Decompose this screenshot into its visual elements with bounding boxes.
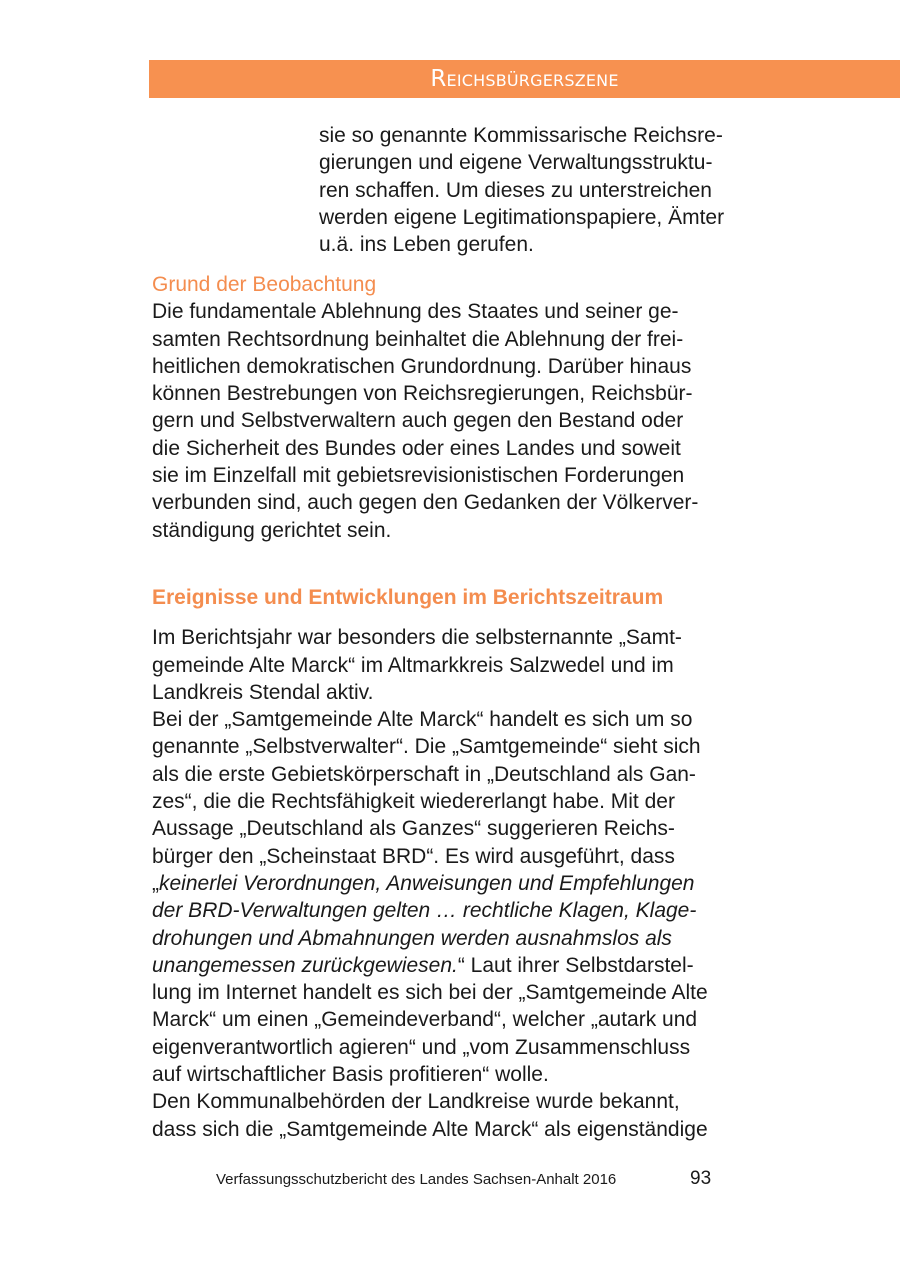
text-line: heitlichen demokratischen Grundordnung. Darüber hinaus <box>152 354 692 378</box>
text-line: ren schaffen. Um dieses zu unterstreichen <box>319 178 712 202</box>
text-line: ständigung gerichtet sein. <box>152 518 392 542</box>
grund-heading: Grund der Beobachtung <box>152 273 377 296</box>
quote-text: unangemessen zurückgewiesen. <box>152 953 458 977</box>
ereignisse-paragraph <box>152 624 832 1143</box>
ereignisse-heading: Ereignisse und Entwicklungen im Berichtszeitraum <box>152 585 664 609</box>
section-header-bar <box>149 60 900 98</box>
text-line: werden eigene Legitimationspapiere, Ämter <box>319 205 725 229</box>
text-line: bürger den „Scheinstaat BRD“. Es wird ausgeführt, dass <box>152 844 675 868</box>
text-line: gemeinde Alte Marck“ im Altmarkkreis Salzwedel und im <box>152 653 674 677</box>
main-content <box>152 271 832 1143</box>
text-line: Die fundamentale Ablehnung des Staates und seiner ge- <box>152 300 679 324</box>
intro-paragraph <box>319 122 799 258</box>
text-line: können Bestrebungen von Reichsregierungen, Reichsbür- <box>152 382 693 406</box>
page-number: 93 <box>690 1168 712 1189</box>
text-line: verbunden sind, auch gegen den Gedanken der Völkerver- <box>152 491 699 515</box>
text-line: samten Rechtsordnung beinhaltet die Ablehnung der frei- <box>152 327 684 351</box>
text-line: Im Berichtsjahr war besonders die selbsternannte „Samt- <box>152 626 682 650</box>
section-header-title: Reichsbürgerszene <box>430 66 619 92</box>
text-line: Landkreis Stendal aktiv. <box>152 680 374 704</box>
text-line: sie im Einzelfall mit gebietsrevisionistischen Forderungen <box>152 464 685 488</box>
grund-paragraph <box>152 298 832 544</box>
text-line: Aussage „Deutschland als Ganzes“ suggerieren Reichs- <box>152 817 675 841</box>
quote-line: drohungen und Abmahnungen werden ausnahmslos als <box>152 926 672 950</box>
quote-text: keinerlei Verordnungen, Anweisungen und Empfehlungen <box>159 871 695 895</box>
quote-line <box>152 870 832 897</box>
quote-line <box>152 952 832 979</box>
text-line: u.ä. ins Leben gerufen. <box>319 233 534 257</box>
text-line: zes“, die die Rechtsfähigkeit wiedererlangt habe. Mit der <box>152 790 675 814</box>
text-line: auf wirtschaftlicher Basis profitieren“ wolle. <box>152 1063 549 1087</box>
footer-text: Verfassungsschutzbericht des Landes Sachsen-Anhalt 2016 <box>216 1171 617 1188</box>
text-line: lung im Internet handelt es sich bei der „Samtgemeinde Alte <box>152 981 708 1005</box>
quote-close-tail: “ Laut ihrer Selbstdarstel- <box>457 953 694 977</box>
text-line: die Sicherheit des Bundes oder eines Landes und soweit <box>152 436 681 460</box>
text-line: gierungen und eigene Verwaltungsstruktu- <box>319 151 713 175</box>
text-line: gern und Selbstverwaltern auch gegen den Bestand oder <box>152 409 684 433</box>
text-line: genannte „Selbstverwalter“. Die „Samtgemeinde“ sieht sich <box>152 735 701 759</box>
quote-line: der BRD-Verwaltungen gelten … rechtliche Klagen, Klage- <box>152 899 697 923</box>
text-line: eigenverantwortlich agieren“ und „vom Zusammenschluss <box>152 1035 691 1059</box>
quote-open-mark: „ <box>152 871 159 895</box>
text-line: Bei der „Samtgemeinde Alte Marck“ handelt es sich um so <box>152 708 693 732</box>
text-line: dass sich die „Samtgemeinde Alte Marck“ als eigenständige <box>152 1117 708 1141</box>
text-line: Den Kommunalbehörden der Landkreise wurde bekannt, <box>152 1090 680 1114</box>
text-line: als die erste Gebietskörperschaft in „Deutschland als Gan- <box>152 762 696 786</box>
text-line: sie so genannte Kommissarische Reichsre- <box>319 124 723 147</box>
text-line: Marck“ um einen „Gemeindeverband“, welcher „autark und <box>152 1008 698 1032</box>
